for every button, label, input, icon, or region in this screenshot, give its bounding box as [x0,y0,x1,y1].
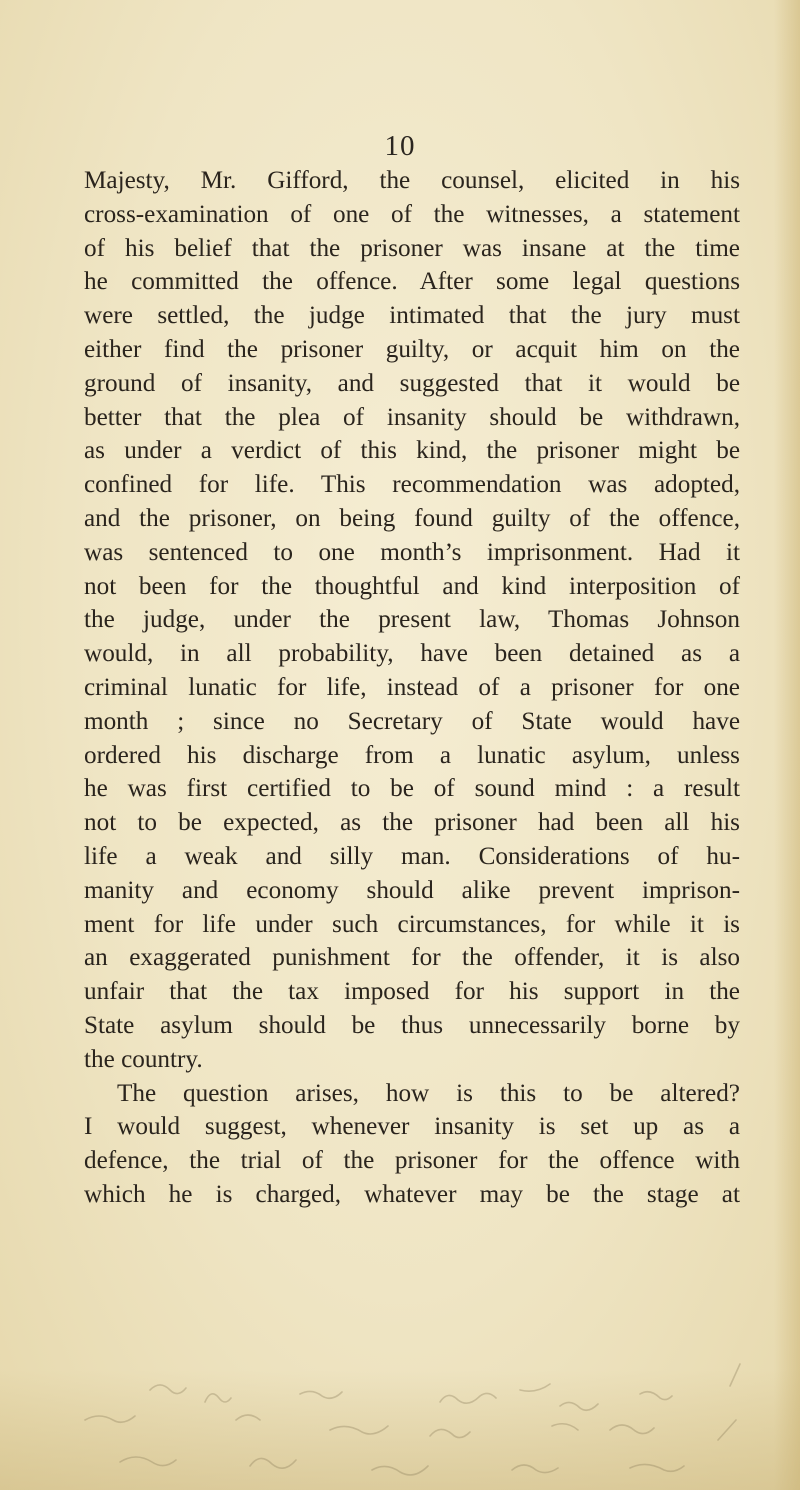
text-line: criminal lunatic for life, instead of a prisoner for one [84,673,740,701]
text-line: better that the plea of insanity should be withdrawn, [84,403,740,431]
text-line: not to be expected, as the prisoner had been all his [84,809,740,837]
text-line: were settled, the judge intimated that the jury must [84,302,740,330]
text-line: I would suggest, whenever insanity is set up as a [84,1113,740,1141]
text-line: the judge, under the present law, Thomas Johnson [84,606,740,634]
text-line: which he is charged, whatever may be the stage at [84,1180,740,1208]
text-line: as under a verdict of this kind, the prisoner might be [84,437,740,465]
text-line: either find the prisoner guilty, or acquit him on the [84,335,740,363]
text-line: manity and economy should alike prevent imprison- [84,876,740,904]
text-line: defence, the trial of the prisoner for the offence with [84,1147,740,1175]
text-line: he committed the offence. After some legal questions [84,268,740,296]
text-line: life a weak and silly man. Considerations of hu- [84,842,740,870]
text-line: of his belief that the prisoner was insane at the time [84,234,740,262]
text-line: the country. [84,1045,203,1073]
text-line: cross-examination of one of the witnesses, a statement [84,200,740,228]
text-line: ordered his discharge from a lunatic asylum, unless [84,741,740,769]
text-line: ment for life under such circumstances, for while it is [84,910,740,938]
text-line: he was first certified to be of sound mind : a result [84,775,740,803]
text-line: State asylum should be thus unnecessarily borne by [84,1011,740,1039]
text-line: would, in all probability, have been detained as a [84,640,740,668]
text-line: was sentenced to one month’s imprisonment. Had it [84,538,740,566]
text-line: The question arises, how is this to be altered? [117,1079,740,1107]
text-line: month ; since no Secretary of State would have [84,707,740,735]
text-line: not been for the thoughtful and kind interposition of [84,572,740,600]
text-line: and the prisoner, on being found guilty of the offence, [84,504,740,532]
text-line: confined for life. This recommendation was adopted, [84,471,740,499]
text-line: an exaggerated punishment for the offender, it is also [84,944,740,972]
text-line: unfair that the tax imposed for his support in the [84,978,740,1006]
text-line: Majesty, Mr. Gifford, the counsel, elicited in his [84,167,740,194]
page-number: 10 [384,130,416,162]
text-line: ground of insanity, and suggested that it would be [84,369,740,397]
